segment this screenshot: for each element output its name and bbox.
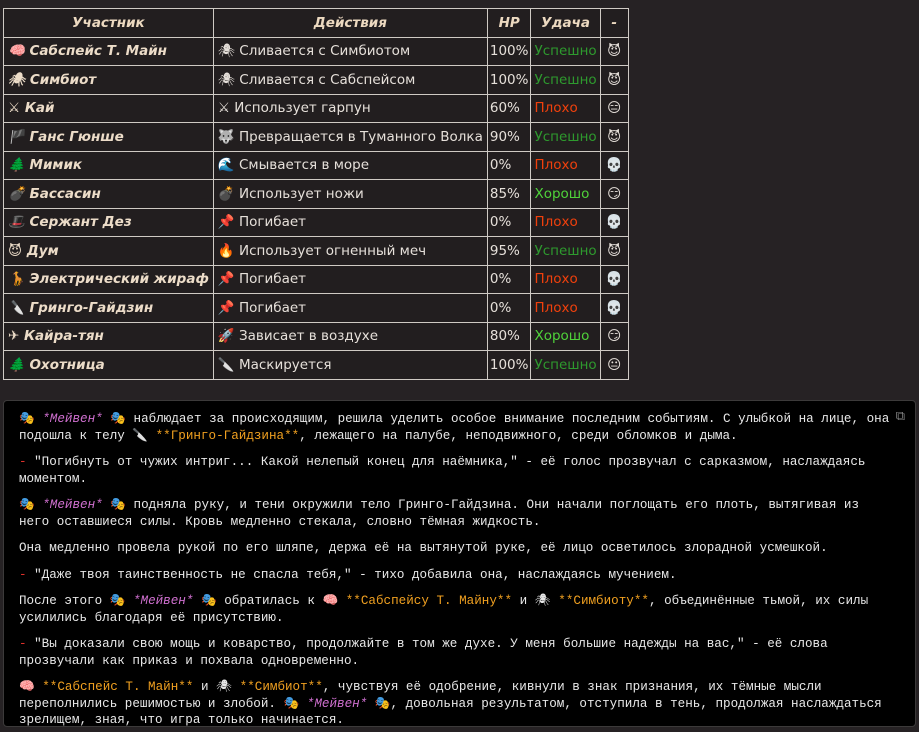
text: обратилась к (224, 594, 315, 608)
action-icon: ⚔ (217, 100, 230, 117)
participant-name: Кай (24, 100, 55, 117)
character-name: **Гринго-Гайдзина** (155, 428, 300, 443)
participant-icon: 🎩 (8, 214, 25, 231)
mood-icon: 😈 (600, 237, 628, 266)
text: После этого (19, 594, 103, 608)
text: , чувствуя её одобрение, кивнули в знак признания, их тёмные мысли переполнились решимостью и злобой. (19, 680, 822, 711)
action-icon: 📌 (217, 271, 235, 288)
table-row (4, 322, 629, 351)
paragraph (19, 679, 895, 729)
participant-name: Симбиот (29, 71, 97, 88)
hp-cell: 80% (487, 322, 531, 351)
luck-cell: Плохо (531, 265, 600, 294)
character-name: *Мейвен* (42, 498, 103, 512)
participant-cell (4, 151, 214, 180)
luck-cell: Успешно (531, 37, 600, 66)
dash: - (19, 637, 27, 651)
action-icon: 🔪 (217, 356, 235, 373)
hp-cell: 85% (487, 180, 531, 209)
action-icon: 🚀 (217, 328, 235, 345)
character-name: **Симбиоту** (558, 594, 649, 608)
spider-icon: 🕷 (534, 594, 551, 608)
participant-name: Электрический жираф (29, 271, 209, 288)
action-icon: 🔥 (217, 242, 235, 259)
mask-icon: 🎭 (283, 696, 300, 711)
text: Она медленно провела рукой по его шляпе, держа её на вытянутой руке, её лицо осветилось злорадной усмешкой. (19, 541, 828, 555)
participant-cell (4, 94, 214, 123)
copy-icon[interactable]: ⧉ (895, 409, 905, 424)
hp-cell: 0% (487, 294, 531, 323)
luck-cell: Хорошо (531, 180, 600, 209)
luck-cell: Плохо (531, 151, 600, 180)
action-text: Погибает (238, 299, 307, 316)
action-cell (213, 94, 487, 123)
text: "Погибнуть от чужих интриг... Какой нелепый конец для наёмника," - её голос прозвучал с сарказмом, наслаждаясь моментом. (19, 455, 866, 486)
header-actions: Действия (213, 9, 487, 38)
hp-cell: 0% (487, 151, 531, 180)
participants-table (3, 8, 629, 380)
mood-icon: 💀 (600, 151, 628, 180)
paragraph (19, 636, 895, 669)
luck-cell: Успешно (531, 123, 600, 152)
action-cell (213, 294, 487, 323)
paragraph (19, 593, 895, 626)
luck-cell: Плохо (531, 294, 600, 323)
paragraph (19, 454, 895, 487)
participant-icon: 🕷 (8, 71, 26, 88)
action-icon: 📌 (217, 299, 235, 316)
action-icon: 🐺 (217, 128, 235, 145)
mask-icon: 🎭 (110, 412, 126, 426)
participant-cell (4, 351, 214, 380)
mask-icon: 🎭 (110, 498, 126, 512)
participant-cell (4, 294, 214, 323)
participant-name: Мимик (29, 157, 83, 174)
action-cell (213, 208, 487, 237)
participant-icon: 🧠 (8, 43, 25, 60)
mood-icon: 😑 (600, 94, 628, 123)
action-text: Маскируется (238, 356, 332, 373)
table-row (4, 94, 629, 123)
participant-name: Гринго-Гайдзин (29, 299, 154, 316)
action-cell (213, 66, 487, 95)
mask-icon: 🎭 (200, 594, 217, 608)
participant-cell (4, 237, 214, 266)
action-cell (213, 37, 487, 66)
participant-icon: ⚔ (8, 100, 21, 117)
action-text: Использует ножи (238, 185, 364, 202)
participant-name: Сабспейс Т. Майн (29, 43, 167, 60)
luck-cell: Плохо (531, 94, 600, 123)
paragraph (19, 411, 895, 444)
action-icon: 📌 (217, 214, 235, 231)
participant-icon: 🌲 (8, 356, 25, 373)
table-row (4, 151, 629, 180)
text: , объединённые тьмой, их силы усилились благодаря её присутствию. (19, 594, 869, 625)
action-text: Погибает (238, 271, 307, 288)
table-row (4, 237, 629, 266)
action-cell (213, 180, 487, 209)
mood-icon: 😐 (600, 351, 628, 380)
table-row (4, 37, 629, 66)
table-row (4, 351, 629, 380)
action-icon: 🕷 (217, 71, 235, 88)
brain-icon: 🧠 (322, 594, 339, 608)
table-row (4, 66, 629, 95)
mood-icon: 😏 (600, 180, 628, 209)
hp-cell: 60% (487, 94, 531, 123)
hp-cell: 100% (487, 37, 531, 66)
text: и (519, 594, 528, 608)
header-mood: - (600, 9, 628, 38)
hp-cell: 100% (487, 351, 531, 380)
action-icon: 💣 (217, 185, 235, 202)
character-name: *Мейвен* (42, 412, 103, 426)
action-cell (213, 123, 487, 152)
action-text: Сливается с Сабспейсом (239, 71, 416, 88)
mask-icon: 🎭 (374, 696, 391, 711)
action-text: Использует огненный меч (238, 242, 427, 259)
participant-name: Дум (26, 242, 59, 259)
participant-cell (4, 208, 214, 237)
knife-icon: 🔪 (132, 428, 149, 443)
hp-cell: 0% (487, 265, 531, 294)
header-luck: Удача (531, 9, 600, 38)
action-cell (213, 322, 487, 351)
paragraph (19, 497, 895, 530)
table-row (4, 294, 629, 323)
action-cell (213, 237, 487, 266)
action-text: Погибает (238, 214, 307, 231)
mask-icon: 🎭 (109, 594, 126, 608)
text: и (200, 680, 209, 694)
character-name: *Мейвен* (306, 696, 368, 711)
action-text: Превращается в Туманного Волка (238, 128, 483, 145)
action-cell (213, 351, 487, 380)
mask-icon: 🎭 (19, 412, 35, 426)
text: подняла руку, и тени окружили тело Гринго-Гайдзина. Они начали поглощать его плоть, вытягивая из него оставшиеся силы. Кровь медленно стекала, словно тёмная жидкость. (19, 498, 860, 529)
action-cell (213, 265, 487, 294)
hp-cell: 0% (487, 208, 531, 237)
participant-cell (4, 322, 214, 351)
character-name: **Симбиот** (239, 680, 323, 694)
mood-icon: 💀 (600, 294, 628, 323)
action-text: Зависает в воздухе (238, 328, 379, 345)
action-icon: 🌊 (217, 157, 235, 174)
text: наблюдает за происходящим, решила уделить особое внимание последним событиям. С улыбкой на лице, она подошла к телу (19, 412, 890, 443)
participant-cell (4, 265, 214, 294)
participant-icon: 🦒 (8, 271, 25, 288)
header-hp: HP (487, 9, 531, 38)
mask-icon: 🎭 (19, 498, 35, 512)
mood-icon: 😏 (600, 322, 628, 351)
participant-name: Ганс Гюнше (29, 128, 124, 145)
action-text: Использует гарпун (234, 100, 371, 117)
luck-cell: Успешно (531, 237, 600, 266)
brain-icon: 🧠 (19, 680, 35, 694)
hp-cell: 90% (487, 123, 531, 152)
story-panel (3, 400, 916, 727)
text: , довольная результатом, отступила в тень, продолжая наслаждаться зрелищем, зная, что игра только начинается. (19, 696, 882, 727)
header-participant: Участник (4, 9, 214, 38)
participant-cell (4, 66, 214, 95)
participant-cell (4, 123, 214, 152)
participant-name: Охотница (29, 356, 105, 373)
participant-icon: 🌲 (8, 157, 25, 174)
participant-cell (4, 180, 214, 209)
participant-icon: 💣 (8, 185, 25, 202)
action-text: Сливается с Симбиотом (239, 43, 411, 60)
table-row (4, 265, 629, 294)
mood-icon: 😈 (600, 66, 628, 95)
participant-name: Сержант Дез (29, 214, 132, 231)
action-text: Смывается в море (238, 157, 370, 174)
participant-icon: 🏴 (8, 128, 25, 145)
hp-cell: 100% (487, 66, 531, 95)
table-row (4, 180, 629, 209)
participant-icon: 😈 (8, 242, 23, 259)
participant-name: Кайра-тян (24, 328, 104, 345)
text: "Вы доказали свою мощь и коварство, продолжайте в том же духе. У меня большие надежды на вас," - её слова прозвучали как приказ и похвала одновременно. (19, 637, 828, 668)
spider-icon: 🕷 (216, 680, 233, 694)
action-cell (213, 151, 487, 180)
table-row (4, 123, 629, 152)
mood-icon: 😈 (600, 123, 628, 152)
luck-cell: Успешно (531, 351, 600, 380)
character-name: **Сабспейс Т. Майн** (42, 680, 194, 694)
participant-icon: 🔪 (8, 299, 25, 316)
mood-icon: 💀 (600, 265, 628, 294)
text: "Даже твоя таинственность не спасла тебя," - тихо добавила она, наслаждаясь мучением. (34, 567, 677, 582)
paragraph (19, 567, 895, 584)
luck-cell: Хорошо (531, 322, 600, 351)
luck-cell: Плохо (531, 208, 600, 237)
participant-cell (4, 37, 214, 66)
participant-name: Бассасин (29, 185, 101, 202)
text: , лежащего на палубе, неподвижного, среди обломков и дыма. (299, 428, 738, 443)
dash: - (19, 567, 27, 582)
dash: - (19, 455, 27, 469)
paragraph (19, 540, 895, 557)
mood-icon: 😈 (600, 37, 628, 66)
hp-cell: 95% (487, 237, 531, 266)
character-name: *Мейвен* (132, 594, 194, 608)
mood-icon: 💀 (600, 208, 628, 237)
character-name: **Сабспейсу Т. Майну** (345, 594, 513, 608)
table-row (4, 208, 629, 237)
luck-cell: Успешно (531, 66, 600, 95)
action-icon: 🕷 (217, 43, 235, 60)
participant-icon: ✈ (8, 328, 20, 345)
